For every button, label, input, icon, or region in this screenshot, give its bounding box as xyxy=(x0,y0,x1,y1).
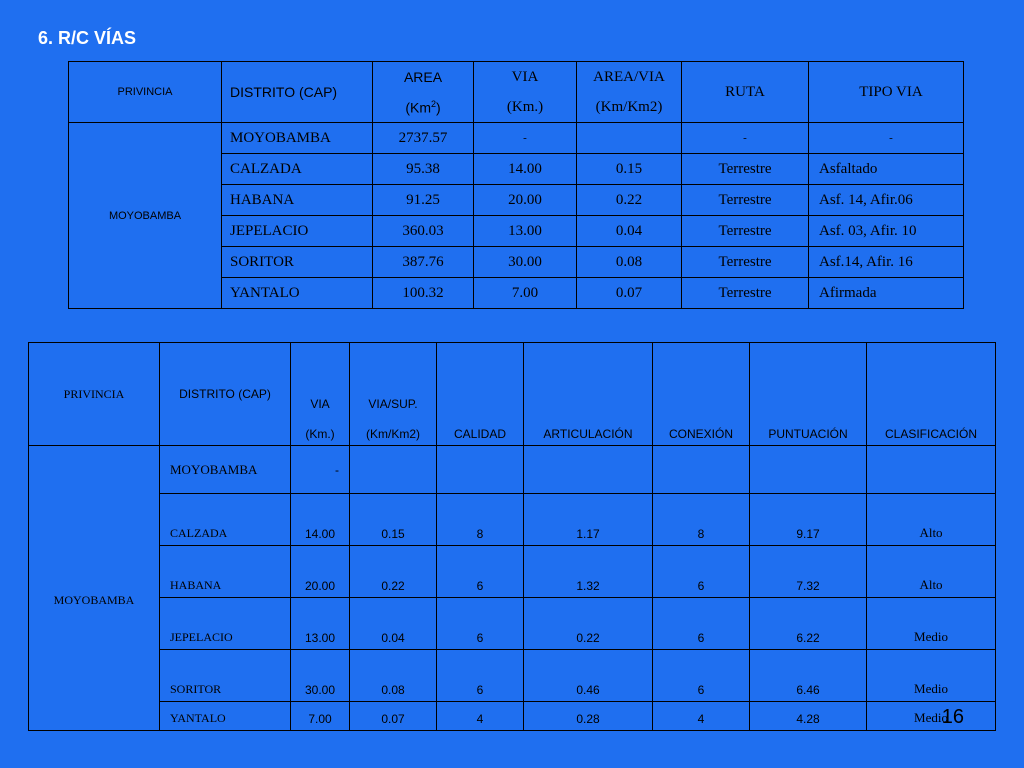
distrito-cell: CALZADA xyxy=(222,154,373,185)
calidad-cell: 6 xyxy=(437,650,524,702)
via-cell: 14.00 xyxy=(474,154,577,185)
conexion-cell: 4 xyxy=(653,702,750,731)
area-via-cell: 0.08 xyxy=(577,247,682,278)
area-via-cell: 0.15 xyxy=(577,154,682,185)
via-cell: - xyxy=(474,123,577,154)
via-cell: 20.00 xyxy=(291,546,350,598)
calidad-cell: 6 xyxy=(437,546,524,598)
articulacion-cell: 0.28 xyxy=(524,702,653,731)
area-via-cell: 0.07 xyxy=(577,278,682,309)
puntuacion-cell: 6.22 xyxy=(750,598,867,650)
ruta-cell: Terrestre xyxy=(682,247,809,278)
area-cell: 2737.57 xyxy=(373,123,474,154)
header-provincia: PRIVINCIA xyxy=(69,62,222,123)
via-sup-cell: 0.15 xyxy=(350,494,437,546)
via-cell: 30.00 xyxy=(291,650,350,702)
table-row xyxy=(29,494,996,546)
table-row xyxy=(29,702,996,731)
header-via-unit: (Km.) xyxy=(291,411,350,446)
via-cell: 13.00 xyxy=(291,598,350,650)
conexion-cell xyxy=(653,446,750,494)
calidad-cell: 8 xyxy=(437,494,524,546)
road-classification-table xyxy=(28,342,996,731)
calidad-cell: 6 xyxy=(437,598,524,650)
conexion-cell: 6 xyxy=(653,650,750,702)
area-cell: 360.03 xyxy=(373,216,474,247)
clasificacion-cell xyxy=(867,446,996,494)
ruta-cell: Terrestre xyxy=(682,154,809,185)
distrito-cell: YANTALO xyxy=(222,278,373,309)
header-distrito: DISTRITO (CAP) xyxy=(222,62,373,123)
puntuacion-cell: 6.46 xyxy=(750,650,867,702)
ruta-cell: Terrestre xyxy=(682,185,809,216)
distrito-cell: HABANA xyxy=(160,546,291,598)
area-cell: 91.25 xyxy=(373,185,474,216)
header-area: AREA xyxy=(373,62,474,93)
calidad-cell: 4 xyxy=(437,702,524,731)
header-area-via-unit: (Km/Km2) xyxy=(577,92,682,123)
area-via-cell xyxy=(577,123,682,154)
header-provincia: PRIVINCIA xyxy=(29,343,160,446)
clasificacion-cell: Medio xyxy=(867,598,996,650)
via-cell: 13.00 xyxy=(474,216,577,247)
via-cell: 14.00 xyxy=(291,494,350,546)
header-area-unit xyxy=(373,92,474,123)
via-cell: 20.00 xyxy=(474,185,577,216)
ruta-cell: Terrestre xyxy=(682,278,809,309)
via-sup-cell xyxy=(350,446,437,494)
header-articulacion: ARTICULACIÓN xyxy=(524,343,653,446)
road-area-table xyxy=(68,61,964,309)
via-sup-cell: 0.08 xyxy=(350,650,437,702)
ruta-cell: Terrestre xyxy=(682,216,809,247)
conexion-cell: 6 xyxy=(653,546,750,598)
ruta-cell: - xyxy=(682,123,809,154)
articulacion-cell: 1.17 xyxy=(524,494,653,546)
table-row xyxy=(69,123,964,154)
distrito-cell: JEPELACIO xyxy=(222,216,373,247)
via-cell: - xyxy=(291,446,350,494)
tipo-cell: Afirmada xyxy=(809,278,964,309)
conexion-cell: 8 xyxy=(653,494,750,546)
header-tipo-via: TIPO VIA xyxy=(809,62,964,123)
slide-title: 6. R/C VÍAS xyxy=(38,28,137,48)
clasificacion-cell: Alto xyxy=(867,546,996,598)
clasificacion-cell: Alto xyxy=(867,494,996,546)
area-unit-sup: 2 xyxy=(430,98,436,109)
puntuacion-cell xyxy=(750,446,867,494)
via-cell: 7.00 xyxy=(474,278,577,309)
header-distrito: DISTRITO (CAP) xyxy=(160,343,291,446)
tipo-cell: Asfaltado xyxy=(809,154,964,185)
distrito-cell: SORITOR xyxy=(160,650,291,702)
distrito-cell: HABANA xyxy=(222,185,373,216)
articulacion-cell xyxy=(524,446,653,494)
provincia-cell: MOYOBAMBA xyxy=(29,446,160,731)
puntuacion-cell: 7.32 xyxy=(750,546,867,598)
via-cell: 7.00 xyxy=(291,702,350,731)
tipo-cell: - xyxy=(809,123,964,154)
puntuacion-cell: 4.28 xyxy=(750,702,867,731)
provincia-cell: MOYOBAMBA xyxy=(69,123,222,309)
tipo-cell: Asf. 03, Afir. 10 xyxy=(809,216,964,247)
area-unit-end: ) xyxy=(436,99,441,116)
distrito-cell: SORITOR xyxy=(222,247,373,278)
header-puntuacion: PUNTUACIÓN xyxy=(750,343,867,446)
area-cell: 387.76 xyxy=(373,247,474,278)
page-number: 16 xyxy=(941,706,964,728)
header-conexion: CONEXIÓN xyxy=(653,343,750,446)
area-cell: 95.38 xyxy=(373,154,474,185)
header-area-via: AREA/VIA xyxy=(577,62,682,93)
header-clasificacion: CLASIFICACIÓN xyxy=(867,343,996,446)
articulacion-cell: 1.32 xyxy=(524,546,653,598)
header-via-sup-unit: (Km/Km2) xyxy=(350,411,437,446)
via-cell: 30.00 xyxy=(474,247,577,278)
tipo-cell: Asf.14, Afir. 16 xyxy=(809,247,964,278)
table-row xyxy=(29,546,996,598)
clasificacion-cell: Medio xyxy=(867,702,996,731)
table-row xyxy=(29,446,996,494)
distrito-cell: YANTALO xyxy=(160,702,291,731)
distrito-cell: MOYOBAMBA xyxy=(222,123,373,154)
area-unit-base: (Km xyxy=(405,99,431,116)
table-row xyxy=(29,650,996,702)
header-via: VIA xyxy=(474,62,577,93)
header-via: VIA xyxy=(291,343,350,412)
tipo-cell: Asf. 14, Afir.06 xyxy=(809,185,964,216)
puntuacion-cell: 9.17 xyxy=(750,494,867,546)
via-sup-cell: 0.07 xyxy=(350,702,437,731)
clasificacion-cell: Medio xyxy=(867,650,996,702)
header-calidad: CALIDAD xyxy=(437,343,524,446)
via-sup-cell: 0.22 xyxy=(350,546,437,598)
calidad-cell xyxy=(437,446,524,494)
distrito-cell: MOYOBAMBA xyxy=(160,446,291,494)
distrito-cell: CALZADA xyxy=(160,494,291,546)
area-via-cell: 0.22 xyxy=(577,185,682,216)
header-ruta: RUTA xyxy=(682,62,809,123)
header-via-sup: VIA/SUP. xyxy=(350,343,437,412)
table-row xyxy=(29,598,996,650)
conexion-cell: 6 xyxy=(653,598,750,650)
articulacion-cell: 0.22 xyxy=(524,598,653,650)
area-cell: 100.32 xyxy=(373,278,474,309)
header-via-unit: (Km.) xyxy=(474,92,577,123)
via-sup-cell: 0.04 xyxy=(350,598,437,650)
table1-header-row-top xyxy=(69,62,964,93)
articulacion-cell: 0.46 xyxy=(524,650,653,702)
distrito-cell: JEPELACIO xyxy=(160,598,291,650)
area-via-cell: 0.04 xyxy=(577,216,682,247)
table2-header-row-top xyxy=(29,343,996,412)
